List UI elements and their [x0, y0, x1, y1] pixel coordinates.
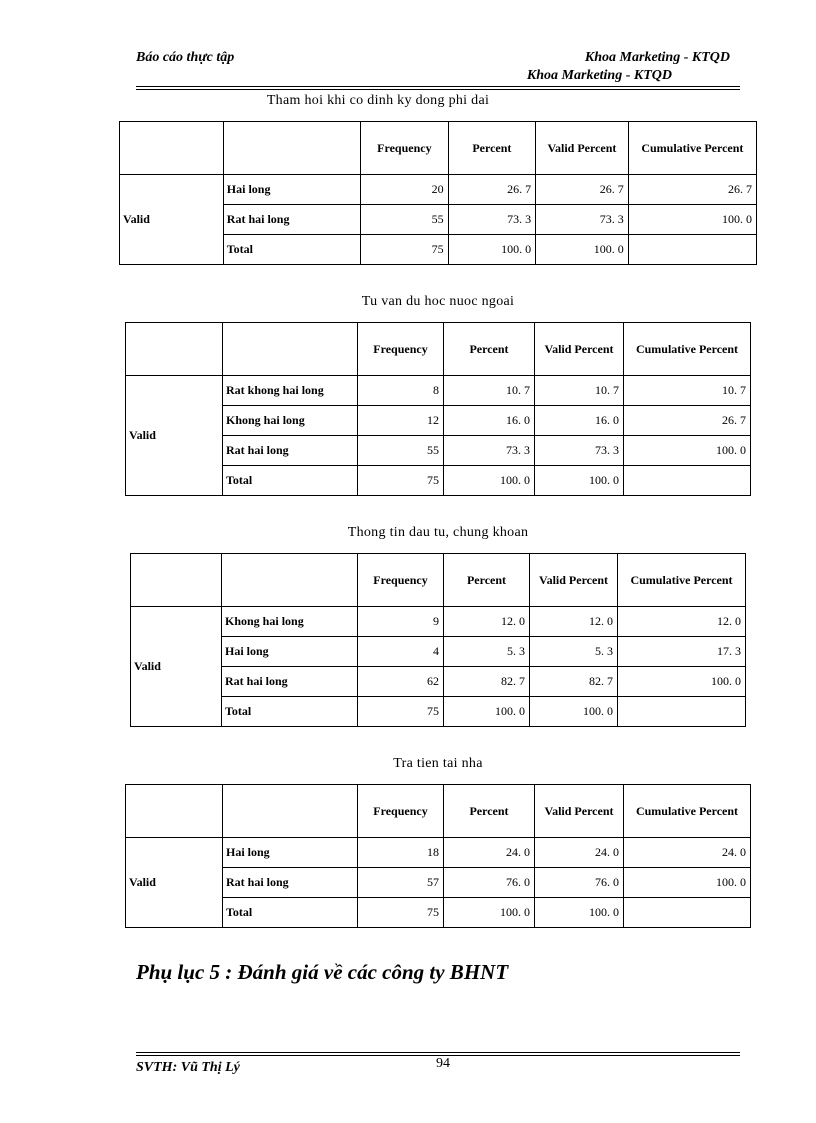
- empty-header-cell: [223, 785, 358, 838]
- percent-cell: 100. 0: [444, 898, 535, 928]
- percent-cell: 73. 3: [444, 436, 535, 466]
- row-label: Total: [223, 898, 358, 928]
- valid-label: Valid: [131, 607, 222, 727]
- percent-cell: 12. 0: [444, 607, 530, 637]
- page-number: 94: [436, 1056, 450, 1071]
- header-cumulative-percent: Cumulative Percent: [618, 554, 746, 607]
- header-percent: Percent: [444, 323, 535, 376]
- header-cumulative-percent: Cumulative Percent: [624, 323, 751, 376]
- cumulative-percent-cell: 24. 0: [624, 838, 751, 868]
- frequency-cell: 55: [361, 205, 449, 235]
- header-rule: [136, 86, 740, 87]
- footer-rule: [136, 1052, 740, 1053]
- cumulative-percent-cell: 100. 0: [624, 436, 751, 466]
- header-frequency: Frequency: [361, 122, 449, 175]
- percent-cell: 73. 3: [448, 205, 536, 235]
- header-frequency: Frequency: [358, 785, 444, 838]
- cumulative-percent-cell: [628, 235, 756, 265]
- frequency-cell: 75: [358, 898, 444, 928]
- table-header-row: [120, 122, 757, 175]
- row-label: Rat hai long: [222, 667, 358, 697]
- cumulative-percent-cell: 100. 0: [624, 868, 751, 898]
- header-cumulative-percent: Cumulative Percent: [624, 785, 751, 838]
- row-label: Total: [223, 235, 360, 265]
- header-rule-double: [136, 89, 740, 90]
- empty-header-cell: [126, 323, 223, 376]
- valid-percent-cell: 5. 3: [530, 637, 618, 667]
- table-title-2: Tu van du hoc nuoc ngoai: [361, 294, 515, 309]
- frequency-cell: 62: [358, 667, 444, 697]
- row-label: Hai long: [223, 175, 360, 205]
- header-valid-percent: Valid Percent: [535, 323, 624, 376]
- table-header-row: [126, 323, 751, 376]
- cumulative-percent-cell: 100. 0: [628, 205, 756, 235]
- empty-header-cell: [223, 323, 358, 376]
- valid-label: Valid: [126, 838, 223, 928]
- cumulative-percent-cell: 100. 0: [618, 667, 746, 697]
- valid-percent-cell: 12. 0: [530, 607, 618, 637]
- frequency-cell: 75: [358, 466, 444, 496]
- row-label: Khong hai long: [222, 607, 358, 637]
- valid-percent-cell: 16. 0: [535, 406, 624, 436]
- cumulative-percent-cell: [624, 466, 751, 496]
- frequency-cell: 18: [358, 838, 444, 868]
- header-frequency: Frequency: [358, 323, 444, 376]
- header-percent: Percent: [444, 554, 530, 607]
- header-report-title: Báo cáo thực tập: [136, 50, 235, 65]
- valid-percent-cell: 26. 7: [536, 175, 629, 205]
- row-label: Rat hai long: [223, 436, 358, 466]
- valid-percent-cell: 73. 3: [535, 436, 624, 466]
- empty-header-cell: [120, 122, 224, 175]
- row-label: Rat khong hai long: [223, 376, 358, 406]
- cumulative-percent-cell: 10. 7: [624, 376, 751, 406]
- cumulative-percent-cell: 26. 7: [624, 406, 751, 436]
- frequency-cell: 12: [358, 406, 444, 436]
- table-row: [126, 838, 751, 868]
- valid-percent-cell: 100. 0: [535, 898, 624, 928]
- empty-header-cell: [222, 554, 358, 607]
- valid-percent-cell: 82. 7: [530, 667, 618, 697]
- cumulative-percent-cell: [618, 697, 746, 727]
- percent-cell: 76. 0: [444, 868, 535, 898]
- cumulative-percent-cell: 17. 3: [618, 637, 746, 667]
- table-row: [126, 376, 751, 406]
- row-label: Total: [223, 466, 358, 496]
- table-row: [131, 667, 746, 697]
- valid-percent-cell: 24. 0: [535, 838, 624, 868]
- row-label: Hai long: [223, 838, 358, 868]
- header-valid-percent: Valid Percent: [530, 554, 618, 607]
- header-faculty-duplicate: Khoa Marketing - KTQD: [526, 68, 672, 83]
- percent-cell: 26. 7: [448, 175, 536, 205]
- frequency-cell: 75: [361, 235, 449, 265]
- cumulative-percent-cell: [624, 898, 751, 928]
- cumulative-percent-cell: 26. 7: [628, 175, 756, 205]
- table-title-4: Tra tien tai nha: [393, 756, 483, 771]
- percent-cell: 82. 7: [444, 667, 530, 697]
- percent-cell: 16. 0: [444, 406, 535, 436]
- header-frequency: Frequency: [358, 554, 444, 607]
- footer-student-name: SVTH: Vũ Thị Lý: [136, 1060, 240, 1075]
- frequency-cell: 57: [358, 868, 444, 898]
- table-row: [131, 637, 746, 667]
- appendix-heading: Phụ lục 5 : Đánh giá về các công ty BHNT: [136, 960, 509, 984]
- valid-percent-cell: 100. 0: [536, 235, 629, 265]
- frequency-table-3: [130, 553, 746, 727]
- row-label: Khong hai long: [223, 406, 358, 436]
- percent-cell: 5. 3: [444, 637, 530, 667]
- header-percent: Percent: [444, 785, 535, 838]
- empty-header-cell: [223, 122, 360, 175]
- frequency-cell: 8: [358, 376, 444, 406]
- frequency-cell: 9: [358, 607, 444, 637]
- table-header-row: [126, 785, 751, 838]
- frequency-table-1: [119, 121, 757, 265]
- percent-cell: 24. 0: [444, 838, 535, 868]
- frequency-cell: 4: [358, 637, 444, 667]
- valid-percent-cell: 76. 0: [535, 868, 624, 898]
- header-valid-percent: Valid Percent: [536, 122, 629, 175]
- table-header-row: [131, 554, 746, 607]
- valid-percent-cell: 100. 0: [530, 697, 618, 727]
- frequency-cell: 20: [361, 175, 449, 205]
- table-title-1: Tham hoi khi co dinh ky dong phi dai: [266, 93, 490, 108]
- row-label: Rat hai long: [223, 868, 358, 898]
- frequency-table-2: [125, 322, 751, 496]
- header-percent: Percent: [448, 122, 536, 175]
- percent-cell: 100. 0: [444, 697, 530, 727]
- valid-percent-cell: 73. 3: [536, 205, 629, 235]
- cumulative-percent-cell: 12. 0: [618, 607, 746, 637]
- empty-header-cell: [126, 785, 223, 838]
- valid-label: Valid: [120, 175, 224, 265]
- table-row-total: [131, 697, 746, 727]
- empty-header-cell: [131, 554, 222, 607]
- table-row: [131, 607, 746, 637]
- table-row: [120, 175, 757, 205]
- table-title-3: Thong tin dau tu, chung khoan: [347, 525, 529, 540]
- row-label: Rat hai long: [223, 205, 360, 235]
- frequency-table-4: [125, 784, 751, 928]
- header-cumulative-percent: Cumulative Percent: [628, 122, 756, 175]
- valid-label: Valid: [126, 376, 223, 496]
- frequency-cell: 55: [358, 436, 444, 466]
- percent-cell: 10. 7: [444, 376, 535, 406]
- row-label: Hai long: [222, 637, 358, 667]
- valid-percent-cell: 100. 0: [535, 466, 624, 496]
- valid-percent-cell: 10. 7: [535, 376, 624, 406]
- header-valid-percent: Valid Percent: [535, 785, 624, 838]
- frequency-cell: 75: [358, 697, 444, 727]
- row-label: Total: [222, 697, 358, 727]
- percent-cell: 100. 0: [448, 235, 536, 265]
- header-faculty: Khoa Marketing - KTQD: [584, 50, 730, 65]
- percent-cell: 100. 0: [444, 466, 535, 496]
